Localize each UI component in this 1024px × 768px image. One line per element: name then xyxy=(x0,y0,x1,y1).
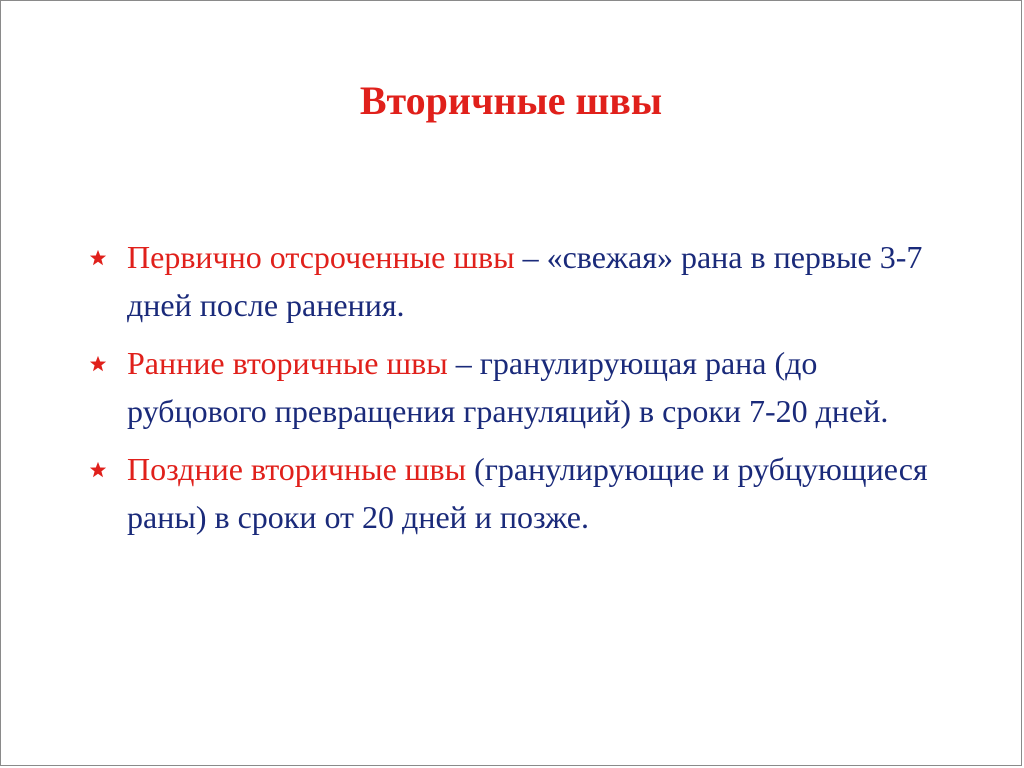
bullet-description: – «свежая» рана в первые 3-7 дней после ранения. xyxy=(127,239,923,323)
star-bullet-icon xyxy=(89,461,107,479)
bullet-item xyxy=(89,233,949,329)
star-bullet-icon xyxy=(89,355,107,373)
bullet-term: Первично отсроченные швы xyxy=(127,239,515,275)
bullet-description: (гранулирующие и рубцующиеся раны) в сроки от 20 дней и позже. xyxy=(127,451,928,535)
bullet-item xyxy=(89,445,949,541)
bullet-term: Ранние вторичные швы xyxy=(127,345,448,381)
star-bullet-icon xyxy=(89,249,107,267)
bullet-list xyxy=(89,233,949,551)
bullet-term: Поздние вторичные швы xyxy=(127,451,467,487)
bullet-description: – гранулирующая рана (до рубцового превращения грануляций) в сроки 7-20 дней. xyxy=(127,345,889,429)
slide-title: Вторичные швы xyxy=(359,78,663,123)
bullet-item xyxy=(89,339,949,435)
